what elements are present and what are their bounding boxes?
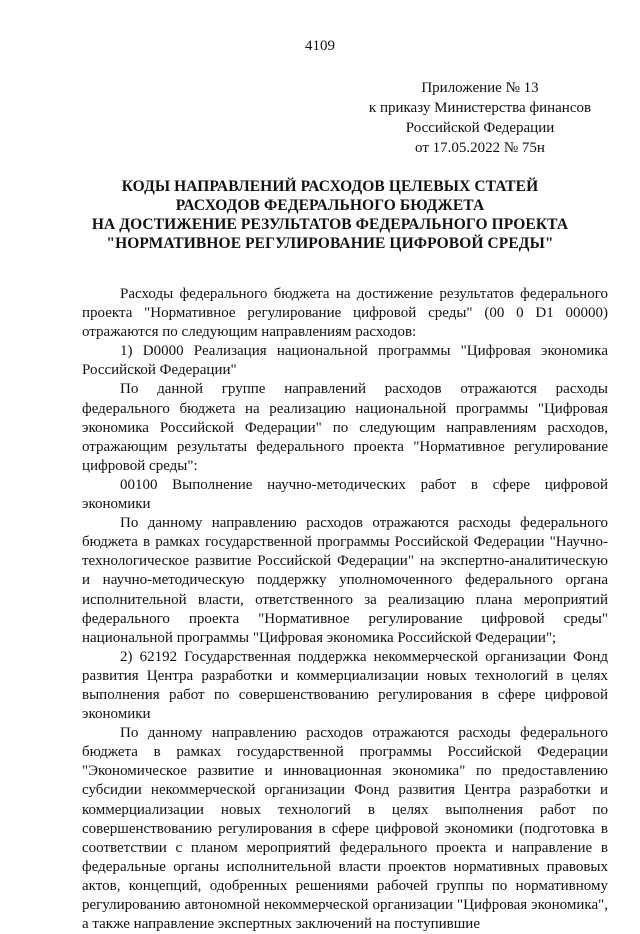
appendix-header [360, 78, 600, 158]
document-title [70, 177, 590, 253]
title-line: РАСХОДОВ ФЕДЕРАЛЬНОГО БЮДЖЕТА [175, 197, 485, 214]
title-line: "НОРМАТИВНОЕ РЕГУЛИРОВАНИЕ ЦИФРОВОЙ СРЕДЫ" [106, 235, 554, 252]
paragraph: По данной группе направлений расходов отражаются расходы федерального бюджета на реализацию национальной программы "Цифровая экономика Российской Федерации" по следующим направлениям расходов, отражающим результаты федерального проекта "Нормативное регулирование цифровой среды": [82, 381, 608, 474]
appendix-line: к приказу Министерства финансов [368, 100, 592, 116]
paragraph: 2) 62192 Государственная поддержка некоммерческой организации Фонд развития Центра разработки и коммерциализации новых технологий в целях выполнения работ по совершенствованию регулирования в сфере цифровой экономики [82, 648, 608, 723]
paragraph: 00100 Выполнение научно-методических работ в сфере цифровой экономики [82, 476, 608, 513]
title-line: НА ДОСТИЖЕНИЕ РЕЗУЛЬТАТОВ ФЕДЕРАЛЬНОГО ПРОЕКТА [91, 216, 569, 233]
paragraph: Расходы федерального бюджета на достижение результатов федерального проекта "Нормативное регулирование цифровой среды" (00 0 D1 00000) отражаются по следующим направлениям расходов: [82, 286, 608, 341]
page-number: 4109 [305, 38, 335, 54]
appendix-line: Российской Федерации [405, 120, 555, 136]
title-line: КОДЫ НАПРАВЛЕНИЙ РАСХОДОВ ЦЕЛЕВЫХ СТАТЕЙ [121, 178, 539, 195]
appendix-line: от 17.05.2022 № 75н [415, 140, 545, 156]
document-body [82, 285, 608, 934]
paragraph: По данному направлению расходов отражаются расходы федерального бюджета в рамках государственной программы Российской Федерации "Научно-технологическое развитие Российской Федерации" на экспертно-аналитическую и научно-методическую поддержку уполномоченного федерального органа исполнительной власти, ответственного за реализацию плана мероприятий федерального проекта "Нормативное регулирование цифровой среды" национальной программы "Цифровая экономика Российской Федерации"; [82, 515, 608, 646]
appendix-line: Приложение № 13 [421, 80, 539, 96]
paragraph: 1) D0000 Реализация национальной программы "Цифровая экономика Российской Федерации" [82, 343, 608, 379]
paragraph: По данному направлению расходов отражаются расходы федерального бюджета в рамках государственной программы Российской Федерации "Экономическое развитие и инновационная экономика" по предоставлению субсидии некоммерческой организации Фонд развития Центра разработки и коммерциализации новых технологий в целях выполнения работ по совершенствованию регулирования в сфере цифровой экономики (подготовка в соответствии с планом мероприятий федерального проекта и направление в федеральные органы исполнительной власти проектов нормативных правовых актов, концепций, одобренных решениями рабочей группы по нормативному регулированию автономной некоммерческой организации "Цифровая экономика", а также направление экспертных заключений на поступившие [82, 725, 608, 933]
